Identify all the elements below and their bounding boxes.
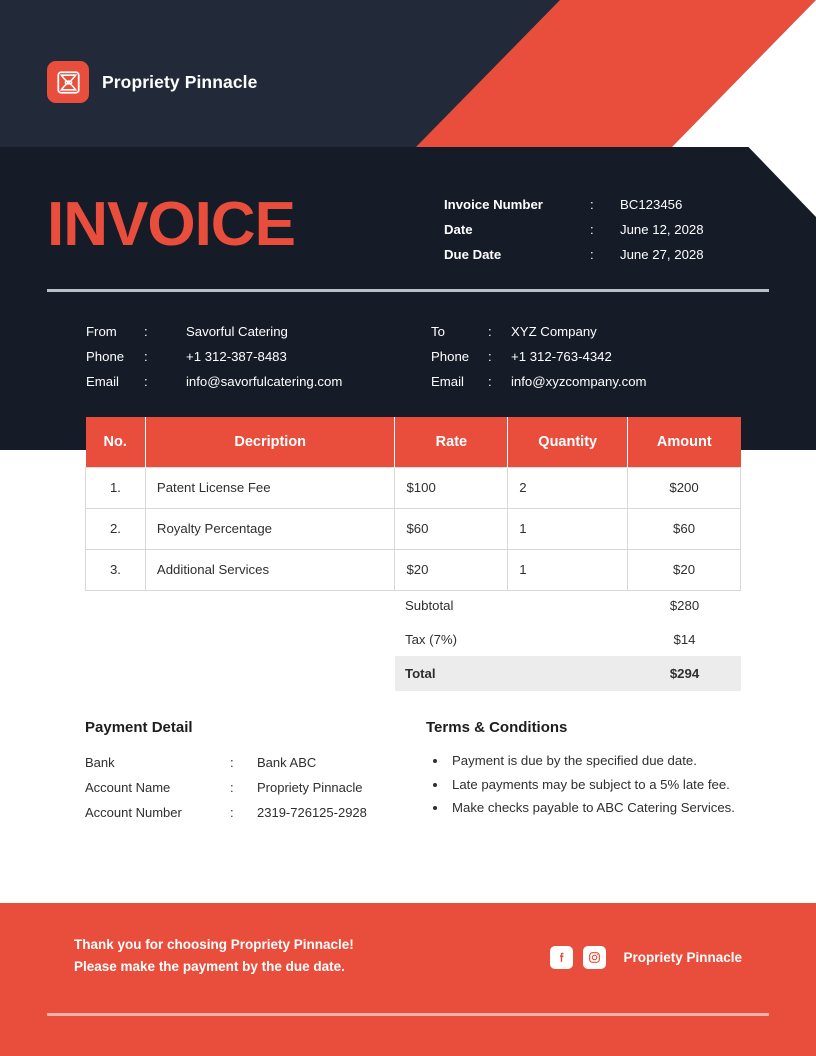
cell-quantity: 2 [508, 467, 628, 508]
tax-value: $14 [673, 631, 696, 647]
footer-divider [47, 1013, 769, 1016]
payment-row-account-name [85, 775, 415, 800]
table-row [86, 467, 741, 508]
from-row-phone [86, 344, 431, 369]
payment-colon: : [230, 755, 234, 770]
meta-value-due-date: June 27, 2028 [620, 247, 704, 262]
from-colon: : [144, 324, 148, 339]
cell-no: 3. [86, 549, 146, 590]
payment-label: Bank [85, 755, 115, 770]
list-item: • Make checks payable to ABC Catering Services. [448, 797, 746, 820]
column-header-quantity: Quantity [508, 417, 628, 467]
cell-description: Patent License Fee [145, 467, 395, 508]
to-row-name [431, 319, 776, 344]
meta-label: Invoice Number [444, 197, 543, 212]
to-label: Phone [431, 349, 470, 364]
payment-value-bank: Bank ABC [257, 755, 317, 770]
line-items-table [85, 417, 741, 591]
from-row-name [86, 319, 431, 344]
cell-description: Royalty Percentage [145, 508, 395, 549]
cell-rate: $100 [395, 467, 508, 508]
terms-title: Terms & Conditions [426, 719, 568, 736]
meta-row-due-date [444, 242, 704, 267]
hourglass-icon [47, 61, 89, 103]
meta-row-invoice-number [444, 192, 704, 217]
party-to [431, 319, 776, 394]
column-header-rate: Rate [395, 417, 508, 467]
social-handle: Propriety Pinnacle [623, 950, 742, 965]
instagram-icon[interactable] [583, 946, 606, 969]
meta-colon: : [590, 197, 594, 212]
party-from [86, 319, 431, 394]
payment-colon: : [230, 805, 234, 820]
meta-row-date [444, 217, 704, 242]
thank-you-message [74, 934, 354, 978]
to-row-email [431, 369, 776, 394]
meta-colon: : [590, 222, 594, 237]
from-label: From [86, 324, 117, 339]
table-row [86, 549, 741, 590]
table-row [86, 508, 741, 549]
payment-detail-title: Payment Detail [85, 719, 193, 736]
column-header-description: Decription [145, 417, 395, 467]
payment-row-bank [85, 750, 415, 775]
from-colon: : [144, 374, 148, 389]
cell-description: Additional Services [145, 549, 395, 590]
thanks-line-1: Thank you for choosing Propriety Pinnacle! [74, 937, 354, 952]
from-label: Email [86, 374, 119, 389]
terms-conditions-block [426, 719, 746, 821]
payment-value-account-number: 2319-726125-2928 [257, 805, 367, 820]
list-item: • Payment is due by the specified due date. [448, 750, 746, 773]
to-colon: : [488, 324, 492, 339]
header-divider [47, 289, 769, 292]
to-label: To [431, 324, 445, 339]
brand-name: Propriety Pinnacle [102, 71, 258, 92]
meta-label: Date [444, 222, 473, 237]
meta-value-invoice-number: BC123456 [620, 197, 683, 212]
invoice-header-section [0, 147, 816, 450]
totals-row-subtotal [395, 588, 741, 622]
cell-rate: $60 [395, 508, 508, 549]
to-colon: : [488, 374, 492, 389]
payment-detail-block [85, 719, 415, 825]
from-colon: : [144, 349, 148, 364]
footer [0, 903, 816, 1056]
from-value-email: info@savorfulcatering.com [186, 374, 343, 389]
meta-value-date: June 12, 2028 [620, 222, 704, 237]
tax-label: Tax (7%) [405, 631, 458, 647]
list-item: • Late payments may be subject to a 5% late fee. [448, 774, 746, 797]
page-title: INVOICE [47, 190, 295, 259]
total-label: Total [405, 666, 436, 681]
cell-quantity: 1 [508, 549, 628, 590]
to-label: Email [431, 374, 464, 389]
totals-block [395, 588, 741, 691]
cell-amount: $200 [628, 467, 741, 508]
payment-row-account-number [85, 800, 415, 825]
payment-label: Account Name [85, 780, 171, 795]
facebook-icon[interactable] [550, 946, 573, 969]
to-value-phone: +1 312-763-4342 [511, 349, 612, 364]
cell-amount: $20 [628, 549, 741, 590]
payment-label: Account Number [85, 805, 182, 820]
to-value-email: info@xyzcompany.com [511, 374, 647, 389]
meta-colon: : [590, 247, 594, 262]
column-header-no: No. [86, 417, 146, 467]
to-row-phone [431, 344, 776, 369]
top-banner [0, 0, 816, 147]
social-block [550, 946, 742, 969]
cell-no: 2. [86, 508, 146, 549]
totals-row-tax [395, 622, 741, 656]
from-label: Phone [86, 349, 125, 364]
meta-label: Due Date [444, 247, 502, 262]
from-row-email [86, 369, 431, 394]
brand-logo [47, 61, 257, 103]
totals-row-total [395, 656, 741, 691]
payment-value-account-name: Propriety Pinnacle [257, 780, 363, 795]
cell-no: 1. [86, 467, 146, 508]
payment-colon: : [230, 780, 234, 795]
subtotal-value: $280 [669, 597, 700, 613]
column-header-amount: Amount [628, 417, 741, 467]
table-header-row [86, 417, 741, 467]
thanks-line-2: Please make the payment by the due date. [74, 959, 345, 974]
cell-rate: $20 [395, 549, 508, 590]
to-value-name: XYZ Company [511, 324, 597, 339]
cell-quantity: 1 [508, 508, 628, 549]
subtotal-label: Subtotal [405, 597, 454, 613]
from-value-phone: +1 312-387-8483 [186, 349, 287, 364]
terms-list [448, 750, 746, 820]
cell-amount: $60 [628, 508, 741, 549]
total-value: $294 [669, 666, 700, 681]
to-colon: : [488, 349, 492, 364]
parties-block [86, 319, 786, 394]
invoice-meta-block [444, 192, 704, 267]
from-value-name: Savorful Catering [186, 324, 288, 339]
